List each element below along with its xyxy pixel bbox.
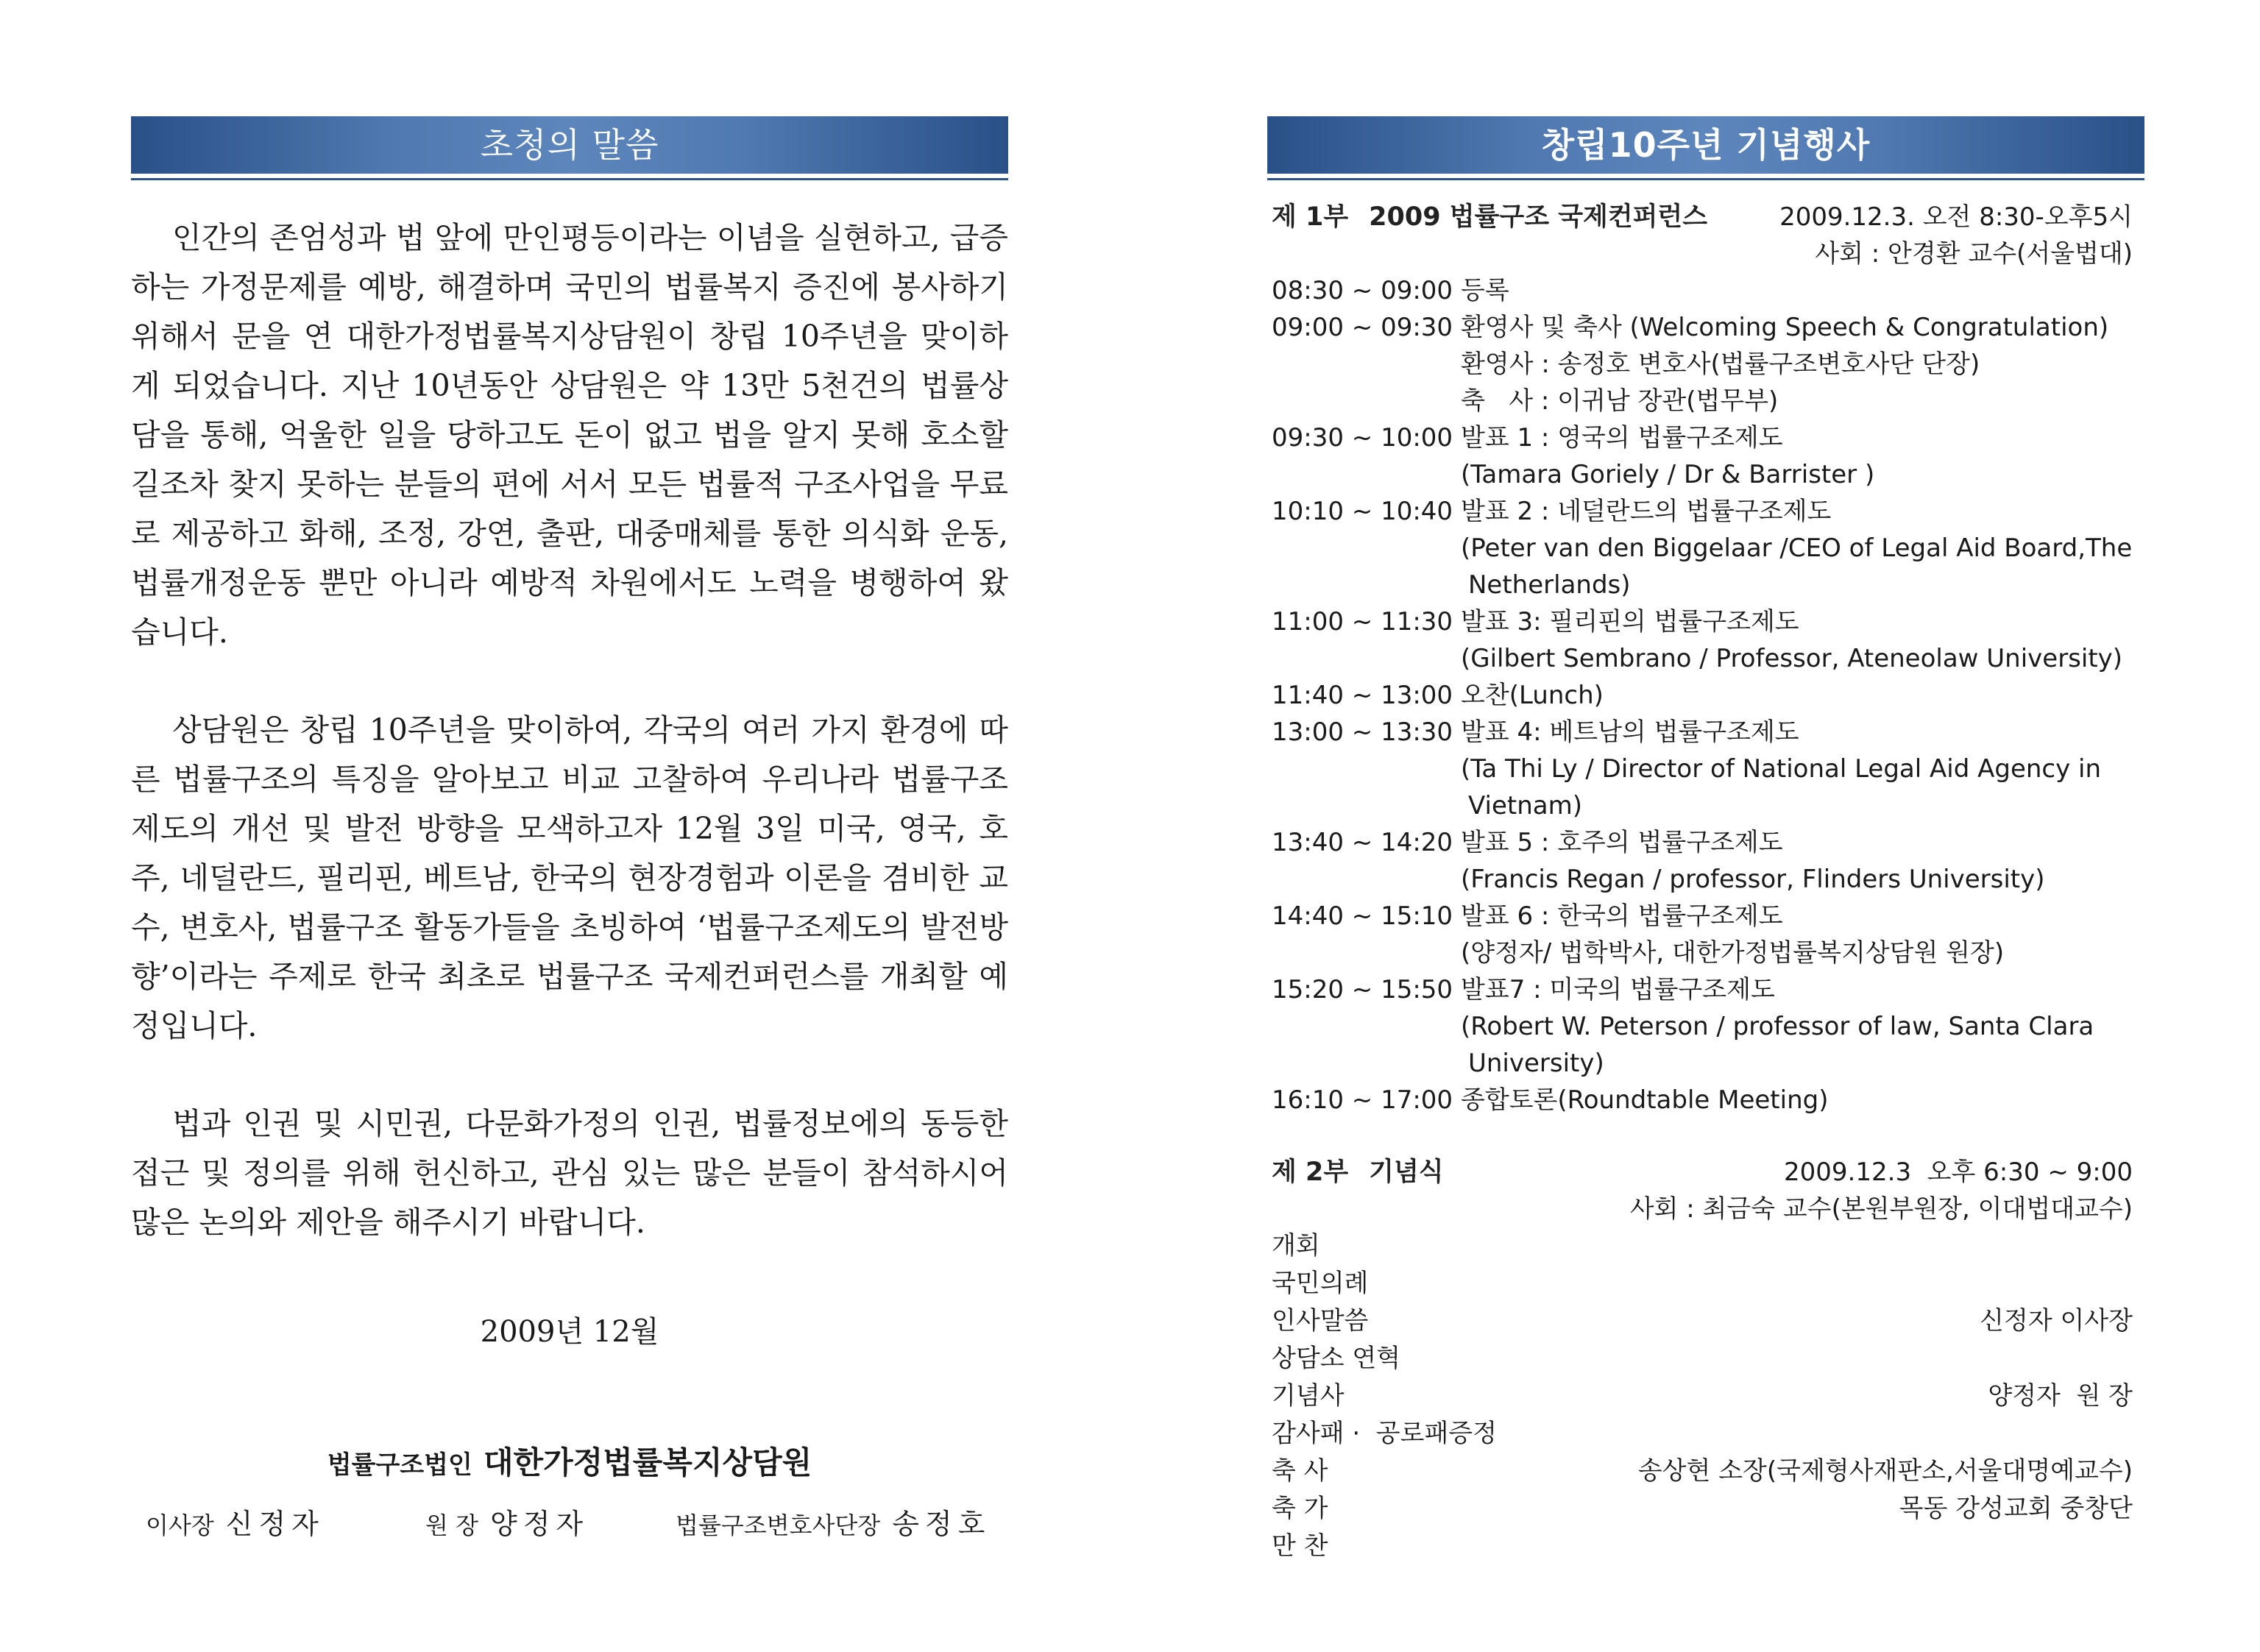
invitation-title-banner: [131, 116, 1008, 174]
ceremony-row: [1272, 1227, 2140, 1265]
schedule-line: (Ta Thi Ly / Director of National Legal Aid Agency in: [1461, 754, 2102, 784]
schedule-line: 축 사 : 이귀남 장관(법무부): [1461, 386, 1779, 416]
ceremony-item: 축 가: [1272, 1494, 1328, 1523]
part1-label: 제 1부: [1272, 202, 1349, 232]
part1-title: [1272, 199, 1707, 235]
signer-role: 원 장: [425, 1511, 478, 1539]
schedule-desc: [1461, 493, 2140, 603]
schedule-row: [1272, 603, 2140, 677]
schedule-desc: [1461, 603, 2140, 677]
part1-schedule: [1272, 272, 2140, 1119]
schedule-row: [1272, 272, 2140, 309]
part1-host: 사회 : 안경환 교수(서울법대): [1815, 239, 2133, 269]
title-underline: [1267, 178, 2144, 180]
organization: [131, 1439, 1008, 1483]
schedule-time: 09:30 ~ 10:00: [1272, 423, 1453, 453]
schedule-time: 09:00 ~ 09:30: [1272, 313, 1453, 342]
part2-host: 사회 : 최금숙 교수(본원부원장, 이대법대교수): [1629, 1194, 2133, 1224]
signer-role: 이사장: [146, 1511, 214, 1539]
part2-title: [1272, 1154, 1444, 1191]
schedule-time: 13:00 ~ 13:30: [1272, 717, 1453, 747]
schedule-row: [1272, 824, 2140, 898]
ceremony-row: [1272, 1490, 2140, 1528]
invitation-letter: [131, 213, 1008, 1296]
ceremony-item: 개회: [1272, 1231, 1320, 1261]
event-program: [1272, 199, 2140, 1565]
schedule-desc: [1461, 971, 2140, 1082]
schedule-row: [1272, 677, 2140, 714]
letter-paragraph-2: 상담원은 창립 10주년을 맞이하여, 각국의 여러 가지 환경에 따른 법률구조의 특징을 알아보고 비교 고찰하여 우리나라 법률구조제도의 개선 및 발전 방향을 모색하고자 12월 3일 미국, 영국, 호주, 네덜란드, 필리핀, 베트남, 한국의 현장경험과 이론을 겸비한 교수, 변호사, 법률구조 활동가들을 초빙하여 ‘법률구조제도의 발전방향’이라는 주제로 한국 최초로 법률구조 국제컨퍼런스를 개최할 예정입니다.: [131, 712, 1008, 1043]
ceremony-item: 상담소 연혁: [1272, 1344, 1401, 1373]
ceremony-item: 만 찬: [1272, 1531, 1328, 1561]
schedule-desc: [1461, 419, 2140, 493]
schedule-line: 환영사 및 축사 (Welcoming Speech & Congratulation): [1461, 313, 2109, 342]
schedule-time: 14:40 ~ 15:10: [1272, 901, 1453, 931]
schedule-desc: [1461, 309, 2140, 419]
ceremony-row: [1272, 1265, 2140, 1302]
signer-name: 송정호: [892, 1508, 991, 1540]
ceremony-row: [1272, 1528, 2140, 1565]
schedule-line: University): [1468, 1049, 1604, 1078]
organization-prefix: 법률구조법인: [327, 1450, 472, 1480]
schedule-line: (Tamara Goriely / Dr & Barrister ): [1461, 460, 1875, 489]
ceremony-item: 기념사: [1272, 1381, 1345, 1411]
left-page: [131, 0, 1008, 1652]
ceremony-row: [1272, 1302, 2140, 1340]
schedule-line: 환영사 : 송정호 변호사(법률구조변호사단 단장): [1461, 350, 1980, 379]
signer-role: 법률구조변호사단장: [676, 1511, 881, 1539]
ceremony-person: 신정자 이사장: [1980, 1306, 2133, 1336]
schedule-row: [1272, 714, 2140, 824]
schedule-line: 발표 4: 베트남의 법률구조제도: [1461, 717, 1799, 747]
schedule-row: [1272, 971, 2140, 1082]
schedule-line: 발표7 : 미국의 법률구조제도: [1461, 975, 1775, 1004]
schedule-time: 15:20 ~ 15:50: [1272, 975, 1453, 1004]
ceremony-item: 인사말씀: [1272, 1306, 1369, 1336]
schedule-time: 11:40 ~ 13:00: [1272, 681, 1453, 710]
part1-datetime: 2009.12.3. 오전 8:30-오후5시: [1779, 202, 2133, 232]
event-title: 창립10주년 기념행사: [1541, 125, 1871, 165]
ceremony-person: 송상현 소장(국제형사재판소,서울대명예교수): [1637, 1456, 2133, 1486]
schedule-line: (Robert W. Peterson / professor of law, Santa Clara: [1461, 1012, 2094, 1041]
part2-label: 제 2부: [1272, 1158, 1349, 1187]
schedule-time: 11:00 ~ 11:30: [1272, 607, 1453, 637]
schedule-desc: [1461, 824, 2140, 898]
signer-name: 신정자: [225, 1508, 325, 1540]
signer-chairman: [146, 1501, 325, 1542]
schedule-time: 10:10 ~ 10:40: [1272, 497, 1453, 526]
ceremony-item: 감사패 · 공로패증정: [1272, 1419, 1497, 1448]
schedule-line: 발표 3: 필리핀의 법률구조제도: [1461, 607, 1799, 637]
schedule-line: 발표 6 : 한국의 법률구조제도: [1461, 901, 1783, 931]
letter-paragraph-1: 인간의 존엄성과 법 앞에 만인평등이라는 이념을 실현하고, 급증하는 가정문제를 예방, 해결하며 국민의 법률복지 증진에 봉사하기 위해서 문을 연 대한가정법률복지상담원이 창립 10주년을 맞이하게 되었습니다. 지난 10년동안 상담원은 약 13만 5천건의 법률상담을 통해, 억울한 일을 당하고도 돈이 없고 법을 알지 못해 호소할 길조차 찾지 못하는 분들의 편에 서서 모든 법률적 구조사업을 무료로 제공하고 화해, 조정, 강연, 출판, 대중매체를 통한 의식화 운동, 법률개정운동 뿐만 아니라 예방적 차원에서도 노력을 병행하여 왔습니다.: [131, 220, 1008, 650]
invitation-title: 초청의 말씀: [480, 125, 659, 165]
ceremony-row: [1272, 1340, 2140, 1378]
part1-name: 2009 법률구조 국제컨퍼런스: [1369, 202, 1708, 232]
schedule-row: [1272, 898, 2140, 971]
schedule-line: Vietnam): [1468, 791, 1582, 820]
organization-name: 대한가정법률복지상담원: [483, 1444, 812, 1481]
ceremony-row: [1272, 1415, 2140, 1453]
schedule-desc: [1461, 1082, 2140, 1119]
schedule-line: 종합토론(Roundtable Meeting): [1461, 1085, 1829, 1115]
title-underline: [131, 178, 1008, 180]
right-page: [1267, 0, 2144, 1652]
schedule-time: 13:40 ~ 14:20: [1272, 828, 1453, 857]
signer-lawyers-head: [676, 1501, 991, 1542]
part1-header: [1272, 199, 2140, 235]
schedule-line: 발표 2 : 네덜란드의 법률구조제도: [1461, 497, 1832, 526]
schedule-row: [1272, 1082, 2140, 1119]
signer-director: [425, 1501, 589, 1542]
schedule-line: (Francis Regan / professor, Flinders University): [1461, 865, 2045, 894]
schedule-desc: [1461, 677, 2140, 714]
letter-date: 2009년 12월: [480, 1315, 659, 1349]
schedule-line: Netherlands): [1468, 570, 1631, 600]
schedule-line: 발표 1 : 영국의 법률구조제도: [1461, 423, 1783, 453]
ceremony-person: 양정자 원 장: [1988, 1381, 2133, 1411]
schedule-desc: [1461, 714, 2140, 824]
signer-name: 양정자: [490, 1508, 589, 1540]
ceremony-person: 목동 강성교회 중창단: [1899, 1494, 2133, 1523]
schedule-line: (Gilbert Sembrano / Professor, Ateneolaw University): [1461, 644, 2123, 673]
schedule-line: (Peter van den Biggelaar /CEO of Legal Aid Board,The: [1461, 533, 2133, 563]
part2-name: 기념식: [1369, 1158, 1444, 1187]
part2-datetime: 2009.12.3 오후 6:30 ~ 9:00: [1784, 1158, 2133, 1187]
part2-header: [1272, 1154, 2140, 1191]
schedule-row: [1272, 493, 2140, 603]
letter-paragraph-3: 법과 인권 및 시민권, 다문화가정의 인권, 법률정보에의 동등한 접근 및 정의를 위해 헌신하고, 관심 있는 많은 분들이 참석하시어 많은 논의와 제안을 해주시기 바랍니다.: [131, 1106, 1008, 1240]
part-spacer: [1272, 1119, 2140, 1154]
schedule-row: [1272, 419, 2140, 493]
part2-ceremony: [1272, 1227, 2140, 1565]
schedule-line: 오찬(Lunch): [1461, 681, 1604, 710]
schedule-time: 08:30 ~ 09:00: [1272, 276, 1453, 305]
event-title-banner: [1267, 116, 2144, 174]
ceremony-row: [1272, 1378, 2140, 1415]
ceremony-row: [1272, 1453, 2140, 1490]
ceremony-item: 국민의례: [1272, 1269, 1369, 1298]
schedule-line: 등록: [1461, 276, 1509, 305]
schedule-line: 발표 5 : 호주의 법률구조제도: [1461, 828, 1783, 857]
ceremony-item: 축 사: [1272, 1456, 1328, 1486]
schedule-desc: [1461, 272, 2140, 309]
schedule-desc: [1461, 898, 2140, 971]
schedule-time: 16:10 ~ 17:00: [1272, 1085, 1453, 1115]
schedule-row: [1272, 309, 2140, 419]
schedule-line: (양정자/ 법학박사, 대한가정법률복지상담원 원장): [1461, 938, 2005, 968]
